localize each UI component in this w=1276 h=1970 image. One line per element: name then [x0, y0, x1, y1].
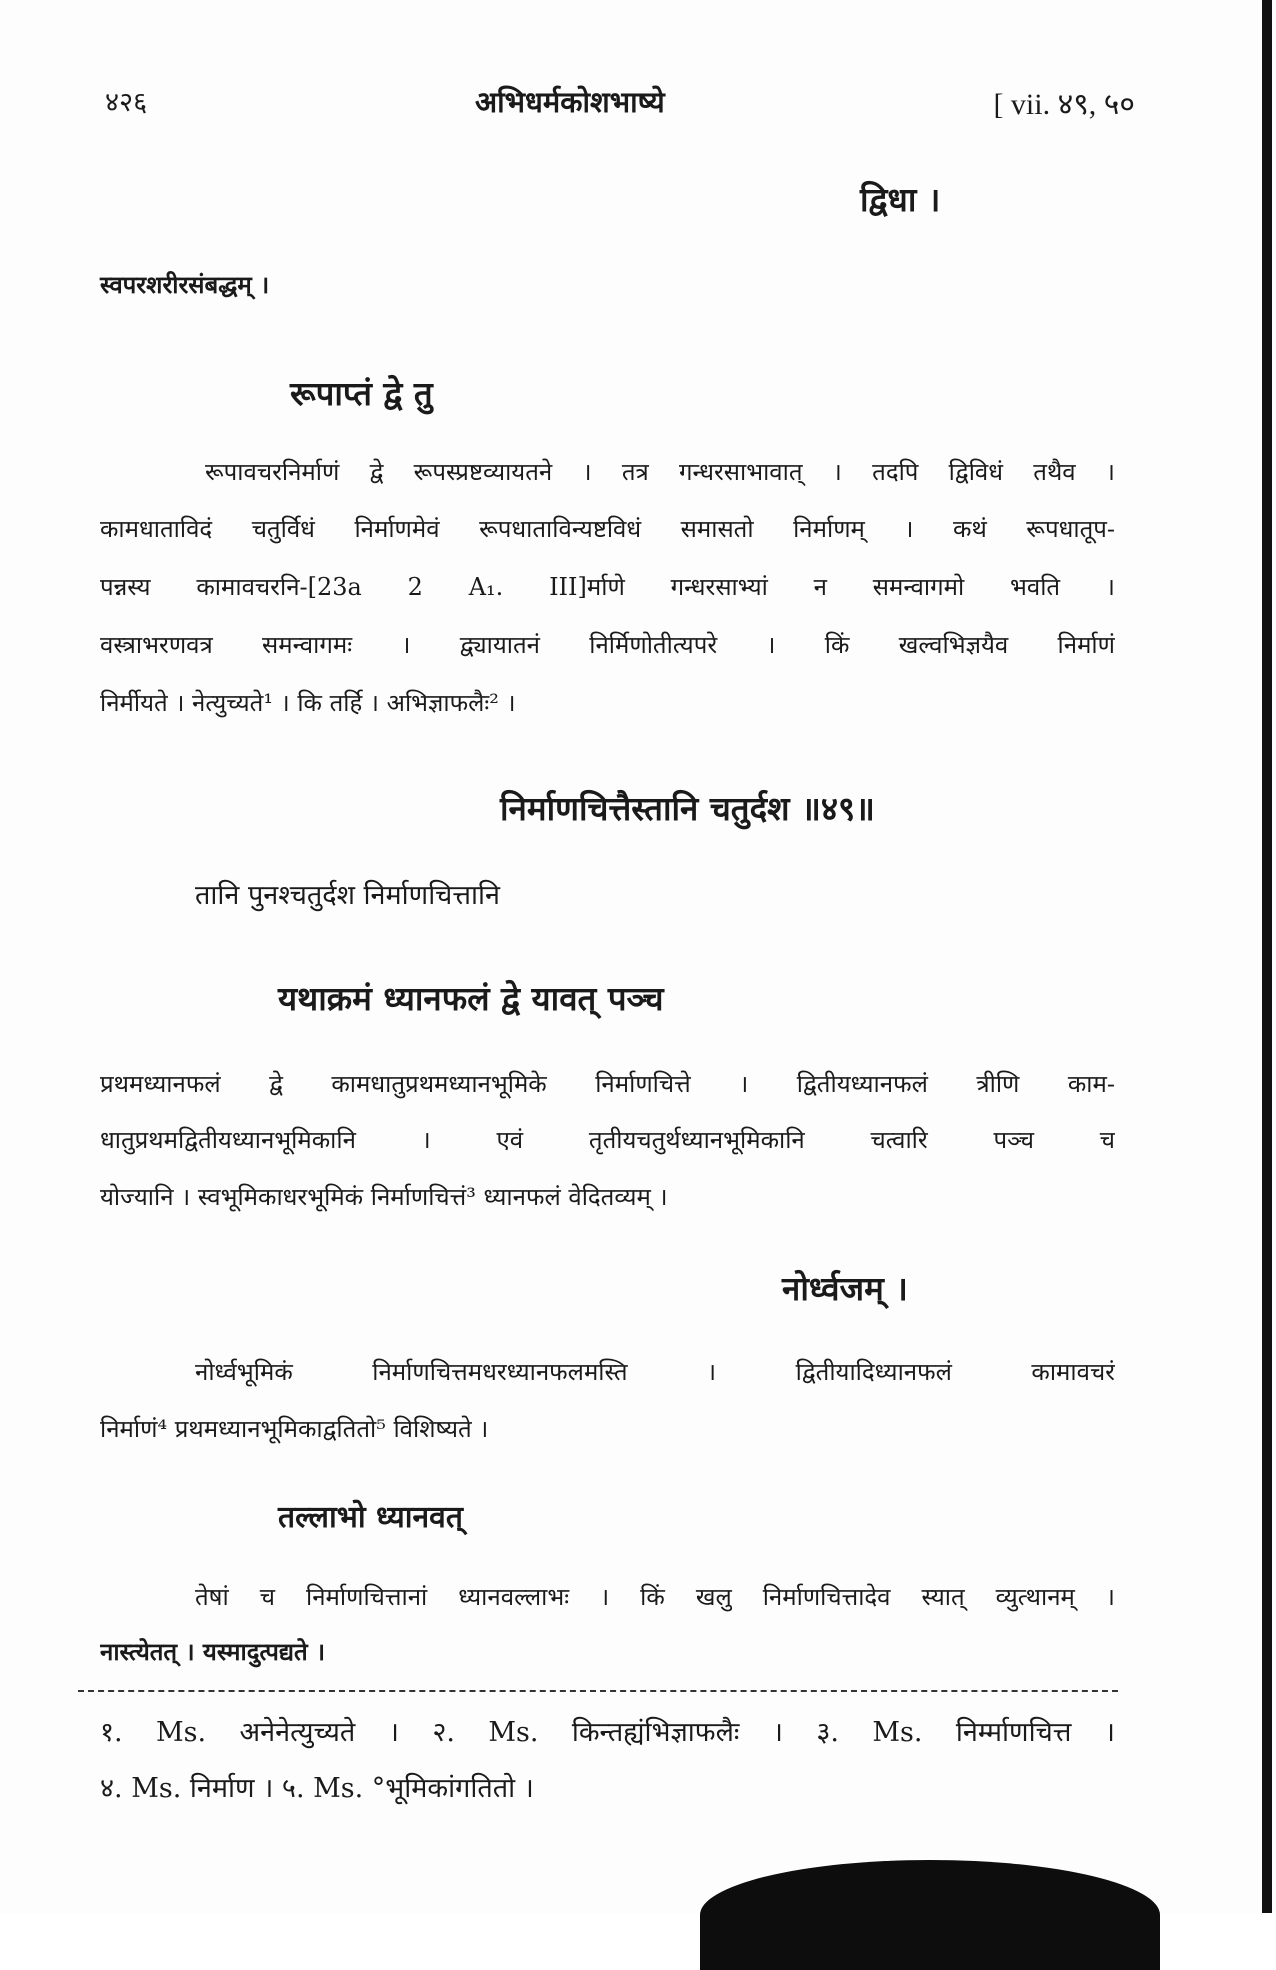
- para-line: निर्माणं⁴ प्रथमध्यानभूमिकाद्वतितो⁵ विशिष्यते ।: [100, 1415, 489, 1443]
- para-line: नोर्ध्वभूमिकं निर्माणचित्तमधरध्यानफलमस्ति । द्वितीयादिध्यानफलं कामावचरं: [195, 1358, 1115, 1386]
- footnote-rule: [78, 1690, 1118, 1692]
- scan-shadow: [700, 1860, 1160, 1970]
- para-line: पन्नस्य कामावचरनि-[23a 2 A₁. III]र्माणे गन्धरसाभ्यां न समन्वागमो भवति ।: [100, 573, 1115, 601]
- verse-yathakramam: यथाक्रमं ध्यानफलं द्वे यावत् पञ्च: [278, 979, 664, 1018]
- verse-nordhvajam: नोर्ध्वजम् ।: [782, 1269, 908, 1308]
- para-line: नास्त्येतत् । यस्मादुत्पद्यते ।: [100, 1637, 326, 1666]
- running-header: [105, 82, 1135, 122]
- verse-rupaptam: रूपाप्तं द्वे तु: [290, 374, 433, 413]
- para-line: वस्त्राभरणवत्र समन्वागमः । द्व्यायातनं निर्मिणोतीत्यपरे । किं खल्वभिज्ञयैव निर्माणं: [100, 631, 1115, 659]
- verse-dvidha: द्विधा ।: [860, 180, 941, 219]
- para-line: निर्मीयते । नेत्युच्यते¹ । कि तर्हि । अभिज्ञाफलैः² ।: [100, 689, 516, 717]
- footnote-line: १. Ms. अनेनेत्युच्यते । २. Ms. किन्तह्यंभिज्ञाफलैः । ३. Ms. निर्म्माणचित्त ।: [100, 1717, 1115, 1748]
- running-title: अभिधर्मकोशभाष्ये: [475, 85, 665, 119]
- verse-nirmanacittais: निर्माणचित्तैस्तानि चतुर्दश ॥४९॥: [500, 789, 875, 828]
- para-line: प्रथमध्यानफलं द्वे कामधातुप्रथमध्यानभूमिके निर्माणचित्ते । द्वितीयध्यानफलं त्रीणि काम-: [100, 1070, 1115, 1098]
- para-line: योज्यानि । स्वभूमिकाधरभूमिकं निर्माणचित्तं³ ध्यानफलं वेदितव्यम् ।: [100, 1183, 668, 1211]
- scan-edge: [1262, 0, 1272, 1913]
- gloss-svapara: स्वपरशरीरसंबद्धम् ।: [100, 270, 270, 299]
- para-line: रूपावचरनिर्माणं द्वे रूपस्प्रष्टव्यायतने । तत्र गन्धरसाभावात् । तदपि द्विविधं तथैव ।: [205, 458, 1115, 486]
- verse-reference: [ vii. ४९, ५०: [993, 88, 1135, 121]
- verse-tallabho: तल्लाभो ध्यानवत्: [278, 1500, 463, 1535]
- page-number: ४२६: [105, 87, 148, 118]
- gloss-tani: तानि पुनश्चतुर्दश निर्माणचित्तानि: [195, 880, 500, 911]
- para-line: तेषां च निर्माणचित्तानां ध्यानवल्लाभः । किं खलु निर्माणचित्तादेव स्यात् व्युत्थानम् ।: [195, 1583, 1115, 1611]
- footnote-line: ४. Ms. निर्माण । ५. Ms. °भूमिकांगतितो ।: [100, 1773, 534, 1804]
- para-line: धातुप्रथमद्वितीयध्यानभूमिकानि । एवं तृतीयचतुर्थध्यानभूमिकानि चत्वारि पञ्च च: [100, 1126, 1115, 1154]
- para-line: कामधाताविदं चतुर्विधं निर्माणमेवं रूपधाताविन्यष्टविधं समासतो निर्माणम् । कथं रूपधातूप-: [100, 515, 1115, 543]
